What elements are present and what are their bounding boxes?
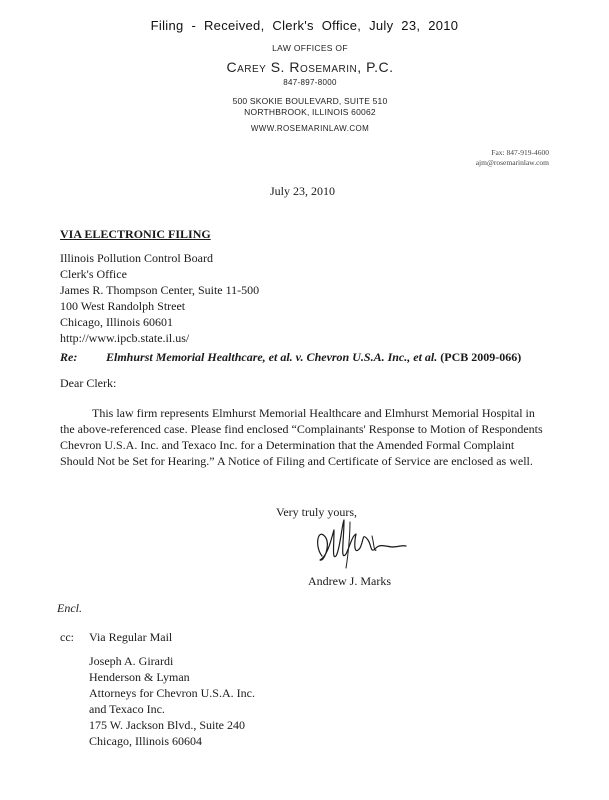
closing: Very truly yours,: [276, 505, 357, 519]
recipient-url: http://www.ipcb.state.il.us/: [60, 331, 190, 345]
letterhead-address-line2: NORTHBROOK, ILLINOIS 60062: [244, 107, 376, 117]
cc-line: Attorneys for Chevron U.S.A. Inc.: [89, 686, 255, 700]
filing-stamp: Filing - Received, Clerk's Office, July 23, 2010: [150, 18, 459, 33]
recipient-line: 100 West Randolph Street: [60, 299, 186, 313]
cc-line: Chicago, Illinois 60604: [89, 734, 202, 748]
re-case-name: Elmhurst Memorial Healthcare, et al. v. Chevron U.S.A. Inc., et al.: [106, 350, 438, 364]
re-case-number: (PCB 2009-066): [440, 350, 522, 364]
signature-image: [310, 516, 410, 576]
email-address: ajm@rosemarinlaw.com: [475, 158, 549, 167]
re-subject: [106, 349, 521, 365]
enclosure-note: Encl.: [57, 601, 82, 615]
cc-line: 175 W. Jackson Blvd., Suite 240: [89, 718, 246, 732]
cc-line: Joseph A. Girardi: [89, 654, 174, 668]
re-label: Re:: [60, 350, 78, 364]
letterhead-firm-name: Carey S. Rosemarin, P.C.: [226, 59, 394, 75]
cc-label: cc:: [60, 630, 74, 644]
recipient-line: Clerk's Office: [60, 267, 127, 281]
delivery-method: VIA ELECTRONIC FILING: [60, 227, 211, 241]
cc-method: Via Regular Mail: [89, 630, 173, 644]
body-paragraph: This law firm represents Elmhurst Memorial Healthcare and Elmhurst Memorial Hospital in the above-referenced case. Please find enclosed “Complainants' Response to Motion of Respondents Chevron U.S.A. Inc. and Texaco Inc. for a Determination that the Amended Formal Complaint Should Not be Set for Hearing.” A Notice of Filing and Certificate of Service are enclosed as well.: [60, 406, 543, 468]
letterhead-phone: 847-897-8000: [283, 78, 337, 87]
recipient-line: Illinois Pollution Control Board: [60, 251, 214, 265]
signer-name: Andrew J. Marks: [308, 574, 391, 588]
letterhead-website: WWW.ROSEMARINLAW.COM: [250, 124, 370, 133]
letterhead-address-line1: 500 SKOKIE BOULEVARD, SUITE 510: [232, 96, 388, 106]
cc-line: and Texaco Inc.: [89, 702, 165, 716]
cc-line: Henderson & Lyman: [89, 670, 190, 684]
letter-date: July 23, 2010: [270, 184, 336, 198]
letterhead-office-label: LAW OFFICES OF: [272, 43, 348, 53]
recipient-line: James R. Thompson Center, Suite 11-500: [60, 283, 260, 297]
recipient-line: Chicago, Illinois 60601: [60, 315, 173, 329]
salutation: Dear Clerk:: [60, 376, 117, 390]
fax-number: Fax: 847-919-4600: [491, 148, 549, 157]
recipient-address: [60, 250, 259, 346]
cc-address: [89, 653, 255, 749]
